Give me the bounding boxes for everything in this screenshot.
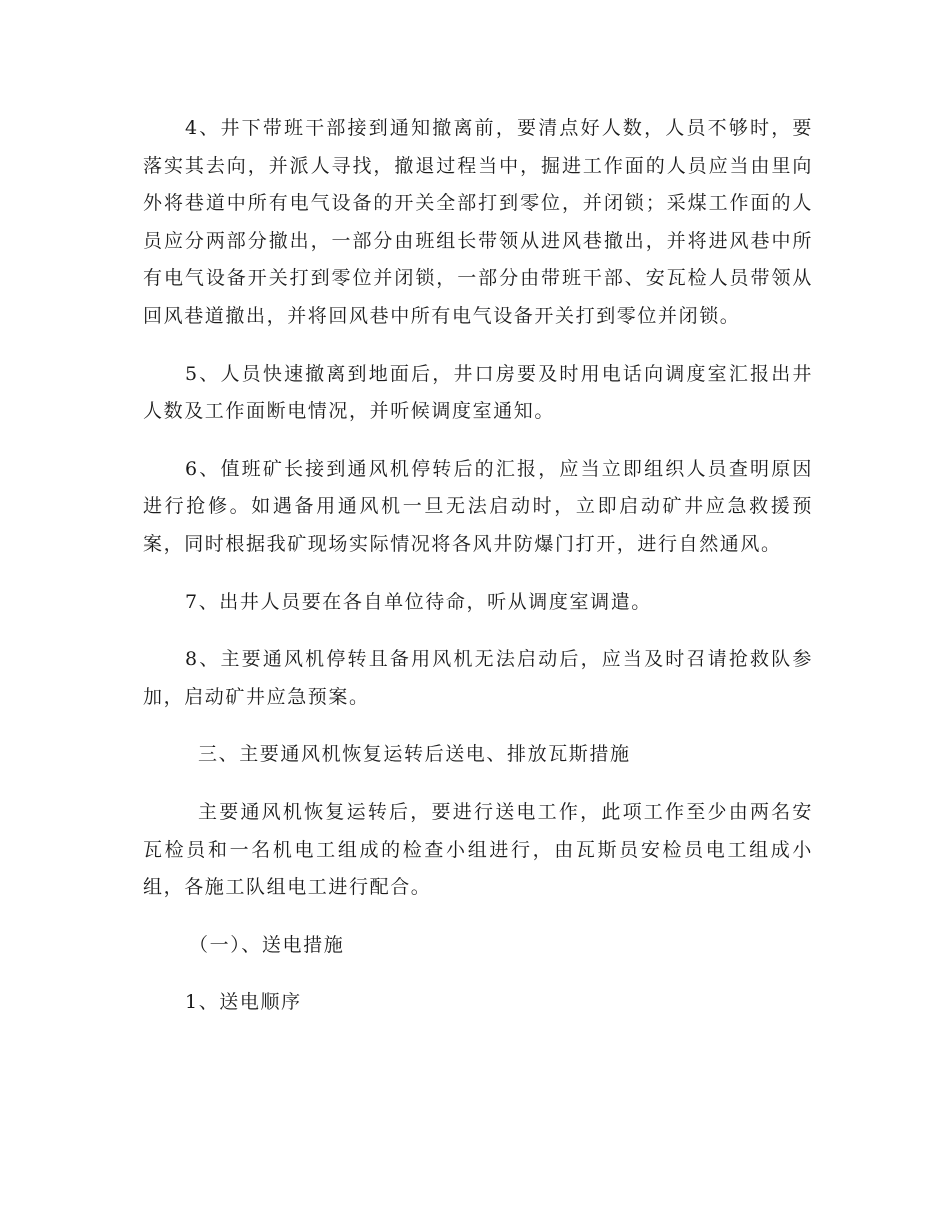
paragraph-item-power-order: 1、送电顺序	[185, 991, 302, 1014]
section-heading-3: 三、主要通风机恢复运转后送电、排放瓦斯措施	[198, 743, 631, 766]
subsection-heading-1: （一）、送电措施	[189, 933, 345, 956]
paragraph-item-5: 5、人员快速撤离到地面后，井口房要及时用电话向调度室汇报出井人数及工作面断电情况，并听候调度室通知。	[143, 362, 813, 423]
paragraph-item-4: 4、井下带班干部接到通知撤离前，要清点好人数，人员不够时，要落实其去向，并派人寻找，撤退过程当中，掘进工作面的人员应当由里向外将巷道中所有电气设备的开关全部打到零位，并闭锁；采煤工作面的人员应分两部分撤出，一部分由班组长带领从进风巷撤出，并将进风巷中所有电气设备开关打到零位并闭锁，一部分由带班干部、安瓦检人员带领从回风巷道撤出，并将回风巷中所有电气设备开关打到零位并闭锁。	[143, 117, 813, 327]
paragraph-item-7: 7、出井人员要在各自单位待命，听从调度室调遣。	[185, 590, 652, 613]
paragraph-item-6: 6、值班矿长接到通风机停转后的汇报，应当立即组织人员查明原因进行抢修。如遇备用通风机一旦无法启动时，立即启动矿井应急救援预案，同时根据我矿现场实际情况将各风井防爆门打开，进行自然通风。	[143, 457, 813, 555]
section-3-body: 主要通风机恢复运转后，要进行送电工作，此项工作至少由两名安瓦检员和一名机电工组成的检查小组进行，由瓦斯员安检员电工组成小组，各施工队组电工进行配合。	[143, 800, 813, 899]
document-body	[143, 110, 813, 1042]
paragraph-item-8: 8、主要通风机停转且备用风机无法启动后，应当及时召请抢救队参加，启动矿井应急预案。	[143, 648, 813, 708]
